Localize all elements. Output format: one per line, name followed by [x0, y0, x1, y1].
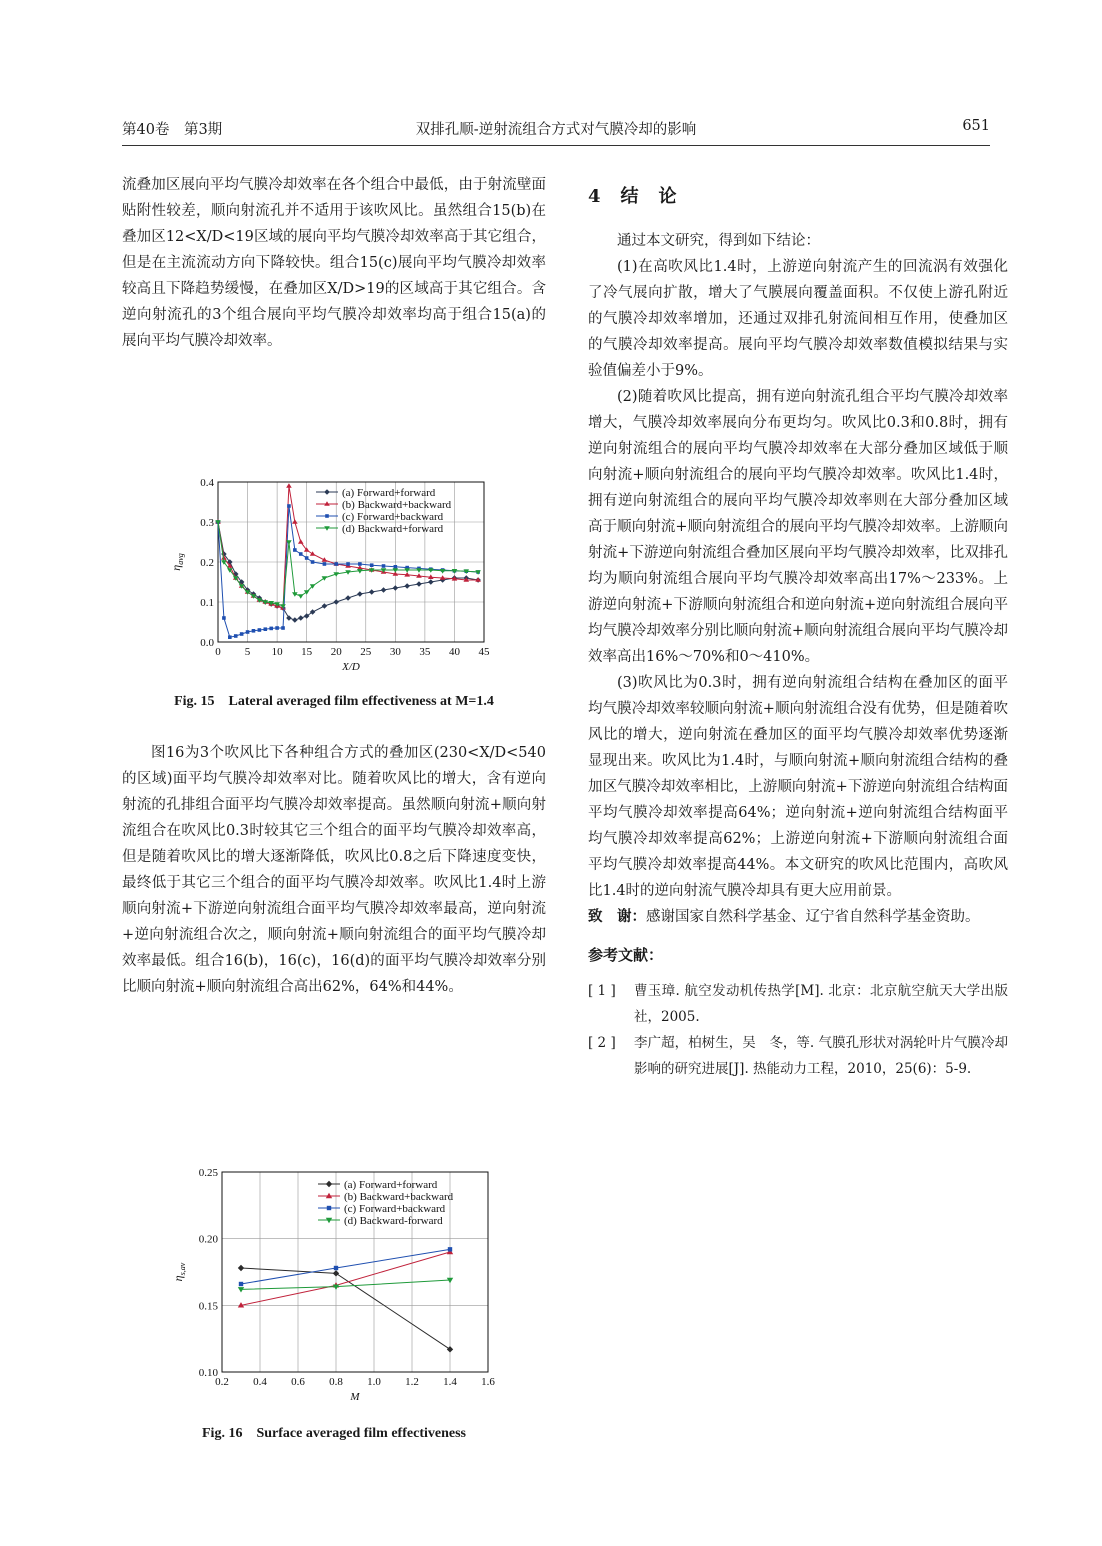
figure-16-caption: Fig. 16 Surface averaged film effectiveness	[202, 1426, 466, 1441]
conclusion-2: (2)随着吹风比提高，拥有逆向射流孔组合平均气膜冷却效率增大，气膜冷却效率展向分布更均匀。吹风比0.3和0.8时，拥有逆向射流组合的展向平均气膜冷却效率在大部分叠加区域低于顺向射流+顺向射流组合的展向平均气膜冷却效率。吹风比1.4时，拥有逆向射流组合的展向平均气膜冷却效率则在大部分叠加区域高于顺向射流+顺向射流组合的展向平均气膜冷却效率。上游顺向射流+下游逆向射流组合叠加区展向平均气膜冷却效率，比双排孔均为顺向射流组合展向平均气膜冷却效率高出17%～233%。上游逆向射流+下游顺向射流组合和逆向射流+逆向射流组合展向平均气膜冷却效率分别比顺向射流+顺向射流组合展向平均气膜冷却效率高出16%～70%和0～410%。	[588, 389, 1008, 665]
data-point	[298, 539, 304, 544]
paragraph-text: 流叠加区展向平均气膜冷却效率在各个组合中最低，由于射流壁面贴附性较差，顺向射流孔并不适用于该吹风比。虽然组合15(b)在叠加区12<X/D<19区域的展向平均气膜冷却效率高于其它组合，但是在主流流动方向下降较快。组合15(c)展向平均气膜冷却效率较高且下降趋势缓慢，在叠加区X/D>19的区域高于其它组合。含逆向射流孔的3个组合展向平均气膜冷却效率均高于组合15(a)的展向平均气膜冷却效率。	[122, 177, 546, 349]
x-axis-label: M	[350, 1391, 360, 1403]
data-point	[357, 591, 363, 597]
x-tick-label: 10	[271, 646, 283, 658]
section-title: 4 结 论	[588, 186, 678, 207]
legend-entry: (c) Forward+backward	[342, 511, 444, 523]
data-point	[393, 585, 399, 591]
data-point	[325, 514, 329, 518]
data-point	[394, 565, 398, 569]
right-column	[588, 184, 1008, 1082]
legend-entry: (d) Backward+forward	[342, 523, 444, 535]
conclusion-1: (1)在高吹风比1.4时，上游逆向射流产生的回流涡有效强化了冷气展向扩散，增大了气膜展向覆盖面积。不仅使上游孔附近的气膜冷却效率增加，还通过双排孔射流间相互作用，使叠加区的气膜冷却效率提高。展向平均气膜冷却效率数值模拟结果与实验值偏差小于9%。	[588, 259, 1008, 379]
data-point	[358, 562, 362, 566]
data-point	[334, 1266, 338, 1270]
data-point	[239, 1282, 243, 1286]
data-point	[428, 579, 434, 585]
data-point	[310, 551, 316, 556]
x-tick-label: 30	[389, 646, 401, 658]
x-tick-label: 0.8	[329, 1376, 343, 1388]
data-point	[475, 570, 481, 575]
x-tick-label: 1.0	[367, 1376, 381, 1388]
left-paragraph-2	[122, 740, 546, 1000]
y-tick-label: 0.3	[200, 517, 214, 529]
reference-item	[588, 1030, 1008, 1082]
ack-text: 感谢国家自然科学基金、辽宁省自然科学基金资助。	[646, 909, 980, 925]
reference-text: 曹玉璋. 航空发动机传热学[M]. 北京：北京航空航天大学出版社，2005.	[634, 983, 1008, 1025]
data-point	[333, 1270, 339, 1276]
legend-entry: (a) Forward+forward	[344, 1179, 438, 1191]
y-axis-label-text: $\eta_{avg}$	[169, 553, 185, 571]
y-axis-label	[169, 553, 185, 571]
data-point	[304, 613, 310, 619]
left-paragraph-1	[122, 172, 546, 354]
x-tick-label: 20	[330, 646, 342, 658]
y-tick-label: 0.0	[200, 637, 214, 649]
data-point	[238, 1287, 244, 1292]
data-point	[322, 603, 328, 609]
x-tick-label: 40	[448, 646, 460, 658]
data-point	[334, 562, 338, 566]
data-point	[382, 564, 386, 568]
data-point	[246, 630, 250, 634]
reference-text: 李广超，柏树生，吴 冬，等. 气膜孔形状对涡轮叶片气膜冷却影响的研究进展[J]. 热能动力工程，2010，25(6)：5-9.	[634, 1035, 1008, 1077]
data-point	[240, 632, 244, 636]
volume-issue: 第40卷 第3期	[122, 122, 223, 138]
data-point	[299, 552, 303, 556]
data-point	[286, 615, 292, 621]
conclusion-3: (3)吹风比为0.3时，拥有逆向射流组合结构在叠加区的面平均气膜冷却效率较顺向射流+顺向射流组合没有优势，但是随着吹风比的增大，逆向射流在叠加区的面平均气膜冷却效率优势逐渐显现出来。吹风比为1.4时，与顺向射流+顺向射流组合结构的叠加区气膜冷却效率相比，上游顺向射流+下游逆向射流组合结构面平均气膜冷却效率提高64%；逆向射流+逆向射流组合结构面平均气膜冷却效率提高62%；上游逆向射流+下游顺向射流组合面平均气膜冷却效率提高44%。本文研究的吹风比范围内，高吹风比1.4时的逆向射流气膜冷却具有更大应用前景。	[588, 675, 1008, 899]
data-point	[281, 626, 285, 630]
y-axis-label-text: $\eta_{s,av}$	[171, 1262, 187, 1282]
series-line	[241, 1280, 450, 1289]
y-axis-label	[171, 1262, 187, 1281]
data-point	[292, 617, 298, 623]
paragraph-text: 图16为3个吹风比下各种组合方式的叠加区(230<X/D<540的区域)面平均气膜冷却效率对比。随着吹风比的增大，含有逆向射流的孔排组合面平均气膜冷却效率提高。虽然顺向射流+顺向射流组合在吹风比0.3时较其它三个组合的面平均气膜冷却效率高，但是随着吹风比的增大逐渐降低，吹风比0.8之后下降速度变快，最终低于其它三个组合的面平均气膜冷却效率。吹风比1.4时上游顺向射流+下游逆向射流组合面平均气膜冷却效率最高，逆向射流+逆向射流组合次之，顺向射流+顺向射流组合的面平均气膜冷却效率最低。组合16(b)，16(c)，16(d)的面平均气膜冷却效率分别比顺向射流+顺向射流组合高出62%，64%和44%。	[122, 745, 546, 995]
header-rule	[122, 145, 990, 146]
series	[239, 1247, 452, 1286]
y-tick-label: 0.25	[198, 1167, 218, 1179]
data-point	[293, 548, 297, 552]
acknowledgement	[588, 904, 1008, 930]
y-tick-label: 0.1	[200, 597, 214, 609]
x-tick-label: 45	[478, 646, 490, 658]
data-point	[324, 489, 330, 495]
data-point	[333, 599, 339, 605]
reference-number: [ 2 ]	[588, 1035, 616, 1051]
y-tick-label: 0.2	[200, 557, 214, 569]
y-tick-label: 0.4	[200, 477, 214, 489]
figure-16-chart	[160, 1160, 510, 1412]
x-tick-label: 25	[360, 646, 372, 658]
data-point	[292, 519, 298, 524]
data-point	[369, 589, 375, 595]
data-point	[326, 1181, 332, 1187]
data-point	[269, 627, 273, 631]
data-point	[322, 576, 328, 581]
data-point	[287, 504, 291, 508]
y-tick-label: 0.20	[198, 1233, 218, 1246]
running-header	[122, 118, 990, 144]
data-point	[345, 595, 351, 601]
data-point	[263, 627, 267, 631]
data-point	[234, 634, 238, 638]
data-point	[327, 1206, 331, 1210]
series	[238, 1249, 453, 1308]
data-point	[222, 616, 226, 620]
conclusion-intro: 通过本文研究，得到如下结论：	[617, 233, 820, 249]
x-tick-label: 0.6	[291, 1376, 305, 1388]
x-axis-label: X/D	[342, 661, 360, 673]
references-title: 参考文献：	[588, 946, 664, 964]
data-point	[323, 562, 327, 566]
x-tick-label: 0.4	[253, 1376, 267, 1388]
x-tick-label: 0.2	[215, 1376, 229, 1388]
reference-item	[588, 978, 1008, 1030]
data-point	[404, 583, 410, 589]
x-tick-label: 1.6	[481, 1376, 495, 1388]
legend	[318, 1179, 454, 1227]
data-point	[311, 560, 315, 564]
legend-entry: (d) Backward-forward	[344, 1215, 443, 1227]
x-tick-label: 5	[244, 646, 251, 658]
legend-entry: (c) Forward+backward	[344, 1203, 446, 1215]
data-point	[286, 483, 292, 488]
reference-number: [ 1 ]	[588, 983, 616, 999]
data-point	[370, 563, 374, 567]
series-line	[241, 1249, 450, 1284]
page-number: 651	[962, 118, 990, 134]
y-tick-label: 0.15	[198, 1300, 218, 1313]
data-point	[298, 594, 304, 599]
series	[238, 1265, 453, 1353]
data-point	[238, 1265, 244, 1271]
y-tick-label: 0.10	[198, 1367, 218, 1379]
data-point	[228, 635, 232, 639]
data-point	[346, 562, 350, 566]
x-tick-label: 0	[215, 646, 221, 658]
data-point	[447, 1346, 453, 1352]
data-point	[275, 626, 279, 630]
data-point	[252, 629, 256, 633]
figure-15-chart	[162, 470, 502, 682]
data-point	[298, 615, 304, 621]
figure-15-caption: Fig. 15 Lateral averaged film effectiveness at M=1.4	[174, 694, 494, 709]
legend-entry: (b) Backward+backward	[344, 1191, 454, 1203]
data-point	[448, 1247, 452, 1251]
data-point	[310, 609, 316, 615]
y-axis-label-subscript: s,av	[178, 1262, 187, 1276]
ack-label: 致 谢：	[588, 908, 646, 925]
data-point	[258, 628, 262, 632]
data-point	[305, 556, 309, 560]
x-tick-label: 35	[419, 646, 431, 658]
legend-entry: (b) Backward+backward	[342, 499, 452, 511]
data-point	[381, 587, 387, 593]
series-line	[241, 1268, 450, 1349]
x-tick-label: 1.4	[443, 1376, 457, 1388]
x-tick-label: 15	[301, 646, 313, 658]
legend-entry: (a) Forward+forward	[342, 487, 436, 499]
running-title: 双排孔顺-逆射流组合方式对气膜冷却的影响	[415, 122, 697, 138]
x-tick-label: 1.2	[405, 1376, 419, 1388]
y-axis-label-subscript: avg	[176, 553, 185, 565]
data-point	[304, 590, 310, 595]
data-point	[416, 581, 422, 587]
